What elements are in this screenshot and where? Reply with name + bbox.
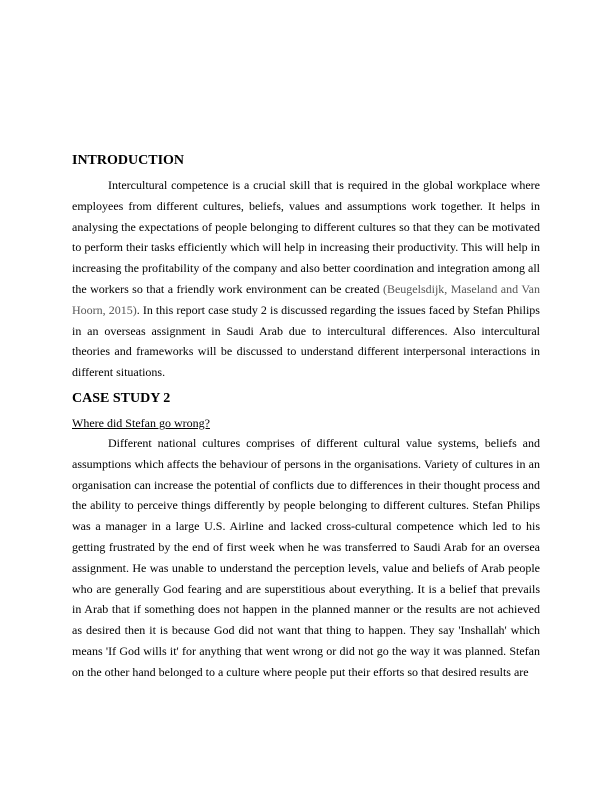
- case-study-subheading: Where did Stefan go wrong?: [72, 415, 210, 430]
- introduction-heading: INTRODUCTION: [72, 153, 185, 168]
- case-study-heading: CASE STUDY 2: [72, 390, 171, 406]
- introduction-citation: (Beugelsdijk, Maseland and Van Hoorn, 2015): [72, 281, 541, 317]
- introduction-text-part1: Intercultural competence is a crucial skill that is required in the global workplace where employees from different cultures, beliefs, values and assumptions work together. It helps in analysing the expectations of people belonging to different cultures so that they can be motivated to perform their tasks efficiently which will help in increasing their productivity. This will help in increasing the profitability of the company and also better coordination and integration among all the workers so that a friendly work environment can be created: [72, 178, 541, 296]
- case-study-paragraph: Different national cultures comprises of different cultural value systems, beliefs and assumptions which affects the behaviour of persons in the organisations. Variety of cultures in an organisation can increase the potential of conflicts due to differences in their thought process and the ability to perceive things differently by people belonging to different cultures. Stefan Philips was a manager in a large U.S. Airline and lacked cross-cultural competence which led to his getting frustrated by the end of first week when he was transferred to Saudi Arab for an oversea assignment. He was unable to understand the perception levels, value and beliefs of Arab people who are generally God fearing and are superstitious about everything. It is a belief that prevails in Arab that if something does not happen in the planned manner or the results are not achieved as desired then it is because God did not want that thing to happen. They say 'Inshallah' which means 'If God wills it' for anything that went wrong or did not go the way it was planned. Stefan on the other hand belonged to a culture where people put their efforts so that desired results are: [72, 435, 540, 679]
- document-page: [72, 153, 540, 683]
- introduction-paragraph: [72, 175, 540, 383]
- introduction-text-part2: . In this report case study 2 is discussed regarding the issues faced by Stefan Philips in an overseas assignment in Saudi Arab due to intercultural differences. Also intercultural theories and frameworks will be discussed to understand different interpersonal interactions in different situations.: [72, 302, 540, 380]
